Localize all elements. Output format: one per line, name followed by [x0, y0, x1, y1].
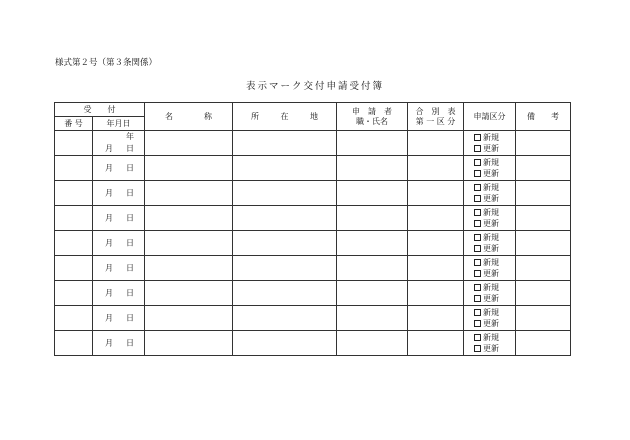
month-label: 月: [105, 313, 113, 323]
remarks-cell[interactable]: [516, 156, 571, 181]
application-type-cell: [464, 206, 516, 231]
month-day-labels: [105, 288, 134, 297]
checkbox-icon[interactable]: [474, 320, 481, 327]
number-cell[interactable]: [55, 281, 93, 306]
name-cell[interactable]: [145, 231, 233, 256]
address-cell[interactable]: [233, 256, 337, 281]
option-renew[interactable]: [474, 219, 515, 228]
option-renew[interactable]: [474, 344, 515, 353]
option-renew[interactable]: [474, 194, 515, 203]
option-new[interactable]: [474, 158, 515, 167]
option-renew-label: 更新: [483, 344, 499, 353]
checkbox-icon[interactable]: [474, 195, 481, 202]
year-label: 年: [126, 132, 134, 141]
category-cell[interactable]: [408, 306, 464, 331]
day-label: 日: [126, 238, 134, 248]
month-label: 月: [105, 213, 113, 223]
day-label: 日: [126, 288, 134, 298]
address-cell[interactable]: [233, 181, 337, 206]
register-row: [55, 231, 571, 256]
header-meisho-char-2: 称: [204, 111, 212, 121]
name-cell[interactable]: [145, 181, 233, 206]
register-body: [55, 103, 571, 356]
number-cell[interactable]: [55, 206, 93, 231]
day-label: 日: [126, 338, 134, 348]
header-meisho-char-1: 名: [165, 111, 173, 121]
address-cell[interactable]: [233, 206, 337, 231]
header-biko: [516, 103, 571, 131]
address-cell[interactable]: [233, 306, 337, 331]
date-cell[interactable]: [93, 281, 145, 306]
option-renew-label: 更新: [483, 319, 499, 328]
category-cell[interactable]: [408, 131, 464, 156]
remarks-cell[interactable]: [516, 181, 571, 206]
option-new-label: 新規: [483, 282, 499, 292]
header-bango-text: 番 号: [64, 118, 83, 128]
header-nengappi-text: 年月日: [106, 118, 131, 128]
checkbox-icon[interactable]: [474, 284, 481, 291]
option-new-label: 新規: [483, 182, 499, 192]
day-label: 日: [126, 163, 134, 173]
month-day-labels: [105, 263, 134, 272]
number-cell[interactable]: [55, 181, 93, 206]
option-renew-label: 更新: [483, 294, 499, 303]
option-new-label: 新規: [483, 332, 499, 342]
option-new-label: 新規: [483, 257, 499, 267]
date-cell[interactable]: [93, 306, 145, 331]
option-new[interactable]: [474, 183, 515, 192]
date-cell[interactable]: [93, 206, 145, 231]
form-number-label: 様式第２号（第３条関係）: [55, 58, 158, 68]
application-type-cell: [464, 156, 516, 181]
option-renew-label: 更新: [483, 269, 499, 278]
register-row: [55, 131, 571, 156]
option-new[interactable]: [474, 208, 515, 217]
checkbox-icon[interactable]: [474, 209, 481, 216]
checkbox-icon[interactable]: [474, 245, 481, 252]
name-cell[interactable]: [145, 306, 233, 331]
header-meisho: [145, 103, 233, 131]
register-row: [55, 256, 571, 281]
header-uketsuke-text: 受 付: [83, 104, 116, 114]
month-label: 月: [105, 163, 113, 173]
category-cell[interactable]: [408, 231, 464, 256]
header-shozaichi-char-1: 所: [251, 111, 259, 121]
application-type-cell: [464, 231, 516, 256]
month-label: 月: [105, 143, 113, 153]
checkbox-icon[interactable]: [474, 145, 481, 152]
checkbox-icon[interactable]: [474, 234, 481, 241]
register-table: [54, 102, 571, 356]
address-cell[interactable]: [233, 281, 337, 306]
header-row-1: [55, 103, 571, 117]
remarks-cell[interactable]: [516, 231, 571, 256]
checkbox-icon[interactable]: [474, 270, 481, 277]
address-cell[interactable]: [233, 156, 337, 181]
day-label: 日: [126, 263, 134, 273]
application-type-cell: [464, 256, 516, 281]
header-shinseisha: [337, 103, 408, 131]
option-renew-label: 更新: [483, 244, 499, 253]
option-new[interactable]: [474, 233, 515, 242]
option-renew[interactable]: [474, 244, 515, 253]
applicant-cell[interactable]: [337, 156, 408, 181]
month-label: 月: [105, 188, 113, 198]
month-day-labels: [105, 213, 134, 222]
month-day-labels: [105, 313, 134, 322]
checkbox-icon[interactable]: [474, 259, 481, 266]
header-nengappi: [93, 117, 145, 131]
remarks-cell[interactable]: [516, 256, 571, 281]
category-cell[interactable]: [408, 156, 464, 181]
name-cell[interactable]: [145, 281, 233, 306]
number-cell[interactable]: [55, 131, 93, 156]
checkbox-icon[interactable]: [474, 184, 481, 191]
address-cell[interactable]: [233, 331, 337, 356]
option-new[interactable]: [474, 133, 515, 142]
month-day-labels: [105, 163, 134, 172]
option-renew-label: 更新: [483, 194, 499, 203]
date-cell[interactable]: [93, 131, 145, 156]
option-renew[interactable]: [474, 319, 515, 328]
header-goubetsu-line1: 合 別 表: [415, 107, 456, 117]
register-row: [55, 156, 571, 181]
application-type-cell: [464, 331, 516, 356]
applicant-cell[interactable]: [337, 331, 408, 356]
category-cell[interactable]: [408, 256, 464, 281]
checkbox-icon[interactable]: [474, 334, 481, 341]
category-cell[interactable]: [408, 331, 464, 356]
category-cell[interactable]: [408, 181, 464, 206]
option-renew[interactable]: [474, 294, 515, 303]
name-cell[interactable]: [145, 206, 233, 231]
date-cell[interactable]: [93, 181, 145, 206]
option-renew[interactable]: [474, 169, 515, 178]
remarks-cell[interactable]: [516, 131, 571, 156]
option-new[interactable]: [474, 333, 515, 342]
option-new-label: 新規: [483, 307, 499, 317]
date-cell[interactable]: [93, 156, 145, 181]
number-cell[interactable]: [55, 156, 93, 181]
header-goubetsu-line2: 第 一 区 分: [415, 116, 456, 126]
header-shozaichi: [233, 103, 337, 131]
number-cell[interactable]: [55, 256, 93, 281]
option-new[interactable]: [474, 258, 515, 267]
day-label: 日: [126, 213, 134, 223]
checkbox-icon[interactable]: [474, 220, 481, 227]
register-row: [55, 181, 571, 206]
number-cell[interactable]: [55, 231, 93, 256]
register-row: [55, 206, 571, 231]
month-day-labels: [105, 144, 134, 153]
option-new[interactable]: [474, 283, 515, 292]
address-cell[interactable]: [233, 231, 337, 256]
header-bango: [55, 117, 93, 131]
date-cell[interactable]: [93, 256, 145, 281]
name-cell[interactable]: [145, 131, 233, 156]
month-day-labels: [105, 188, 134, 197]
checkbox-icon[interactable]: [474, 134, 481, 141]
day-label: 日: [126, 143, 134, 153]
remarks-cell[interactable]: [516, 306, 571, 331]
applicant-cell[interactable]: [337, 306, 408, 331]
date-cell[interactable]: [93, 231, 145, 256]
month-label: 月: [105, 238, 113, 248]
application-type-cell: [464, 131, 516, 156]
header-shinseisha-line2: 職・氏名: [356, 116, 388, 126]
applicant-cell[interactable]: [337, 206, 408, 231]
option-new[interactable]: [474, 308, 515, 317]
option-renew-label: 更新: [483, 219, 499, 228]
month-day-labels: [105, 238, 134, 247]
applicant-cell[interactable]: [337, 281, 408, 306]
name-cell[interactable]: [145, 331, 233, 356]
checkbox-icon[interactable]: [474, 170, 481, 177]
number-cell[interactable]: [55, 306, 93, 331]
application-type-cell: [464, 281, 516, 306]
option-renew-label: 更新: [483, 169, 499, 178]
register-row: [55, 281, 571, 306]
register-row: [55, 331, 571, 356]
header-shozaichi-char-3: 地: [310, 111, 318, 121]
month-label: 月: [105, 263, 113, 273]
remarks-cell[interactable]: [516, 281, 571, 306]
applicant-cell[interactable]: [337, 231, 408, 256]
option-renew-label: 更新: [483, 144, 499, 153]
applicant-cell[interactable]: [337, 256, 408, 281]
category-cell[interactable]: [408, 281, 464, 306]
checkbox-icon[interactable]: [474, 295, 481, 302]
header-shinseisha-line1: 申 請 者: [352, 107, 392, 117]
header-biko-text: 備 考: [527, 111, 559, 121]
day-label: 日: [126, 188, 134, 198]
number-cell[interactable]: [55, 331, 93, 356]
category-cell[interactable]: [408, 206, 464, 231]
checkbox-icon[interactable]: [474, 159, 481, 166]
application-type-cell: [464, 306, 516, 331]
day-label: 日: [126, 313, 134, 323]
header-shozaichi-char-2: 在: [280, 111, 289, 121]
month-day-labels: [105, 338, 134, 347]
header-goubetsu: [408, 103, 464, 131]
name-cell[interactable]: [145, 256, 233, 281]
checkbox-icon[interactable]: [474, 309, 481, 316]
header-uketsuke: [55, 103, 145, 117]
option-new-label: 新規: [483, 207, 499, 217]
remarks-cell[interactable]: [516, 206, 571, 231]
checkbox-icon[interactable]: [474, 345, 481, 352]
name-cell[interactable]: [145, 156, 233, 181]
application-type-cell: [464, 181, 516, 206]
option-renew[interactable]: [474, 144, 515, 153]
option-new-label: 新規: [483, 157, 499, 167]
date-cell[interactable]: [93, 331, 145, 356]
document-title: 表示マーク交付申請受付簿: [245, 81, 384, 92]
month-label: 月: [105, 338, 113, 348]
month-label: 月: [105, 288, 113, 298]
header-shinsei-kubun-text: 申請区分: [473, 111, 506, 121]
register-row: [55, 306, 571, 331]
option-renew[interactable]: [474, 269, 515, 278]
option-new-label: 新規: [483, 232, 499, 242]
address-cell[interactable]: [233, 131, 337, 156]
option-new-label: 新規: [483, 132, 499, 142]
applicant-cell[interactable]: [337, 131, 408, 156]
remarks-cell[interactable]: [516, 331, 571, 356]
header-shinsei-kubun: [464, 103, 516, 131]
applicant-cell[interactable]: [337, 181, 408, 206]
